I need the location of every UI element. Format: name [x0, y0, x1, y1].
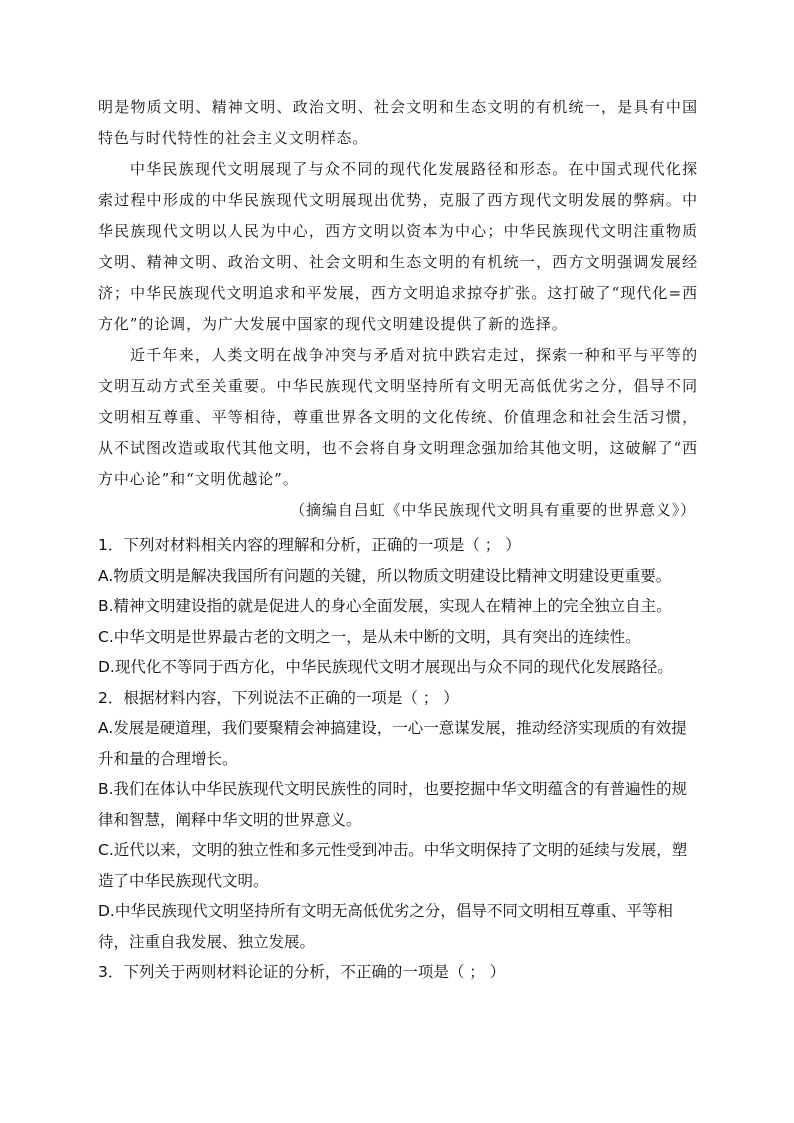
passage-paragraph: 近千年来，人类文明在战争冲突与矛盾对抗中跌宕走过，探索一种和平与平等的文明互动方式至关重要。中华民族现代文明坚持所有文明无高低优劣之分，倡导不同文明相互尊重、平等相待，尊重世界各文明的文化传统、价值理念和社会生活习惯，从不试图改造或取代其他文明，也不会将自身文明理念强加给其他文明，这破解了“西方中心论”和“文明优越论”。	[98, 346, 698, 488]
question-section	[98, 530, 698, 988]
reading-passage	[98, 92, 698, 526]
question-stem: 3．下列关于两则材料论证的分析，不正确的一项是（ ； ）	[98, 963, 506, 981]
option-a: A.物质文明是解决我国所有问题的关键，所以物质文明建设比精神文明建设更重要。	[98, 566, 672, 585]
question-stem: 1．下列对材料相关内容的理解和分析，正确的一项是（ ； ）	[98, 536, 521, 554]
passage-paragraph: 中华民族现代文明展现了与众不同的现代化发展路径和形态。在中国式现代化探索过程中形成的中华民族现代文明展现出优势，克服了西方现代文明发展的弊病。中华民族现代文明以人民为中心，西方文明以资本为中心；中华民族现代文明注重物质文明、精神文明、政治文明、社会文明和生态文明的有机统一，西方文明强调发展经济；中华民族现代文明追求和平发展，西方文明追求掠夺扩张。这打破了“现代化=西方化”的论调，为广大发展中国家的现代文明建设提供了新的选择。	[98, 160, 698, 333]
passage-paragraph: 明是物质文明、精神文明、政治文明、社会文明和生态文明的有机统一，是具有中国特色与时代特性的社会主义文明样态。	[98, 98, 698, 147]
option-d: D.中华民族现代文明坚持所有文明无高低优劣之分，倡导不同文明相互尊重、平等相待，注重自我发展、独立发展。	[98, 902, 673, 951]
passage-source: （摘编自吕虹《中华民族现代文明具有重要的世界意义》）	[290, 501, 696, 519]
option-c: C.中华文明是世界最古老的文明之一，是从未中断的文明，具有突出的连续性。	[98, 627, 641, 646]
option-b: B.精神文明建设指的就是促进人的身心全面发展，实现人在精神上的完全独立自主。	[98, 597, 672, 615]
question-stem: 2．根据材料内容，下列说法不正确的一项是（ ； ）	[98, 688, 459, 707]
option-a: A.发展是硬道理，我们要聚精会神搞建设，一心一意谋发展，推动经济实现质的有效提升和量的合理增长。	[98, 719, 687, 768]
option-c: C.近代以来，文明的独立性和多元性受到冲击。中华文明保持了文明的延续与发展，塑造了中华民族现代文明。	[98, 841, 688, 890]
option-b: B.我们在体认中华民族现代文明民族性的同时，也要挖掘中华文明蕴含的有普遍性的规律和智慧，阐释中华文明的世界意义。	[98, 780, 688, 829]
option-d: D.现代化不等同于西方化，中华民族现代文明才展现出与众不同的现代化发展路径。	[98, 658, 673, 676]
